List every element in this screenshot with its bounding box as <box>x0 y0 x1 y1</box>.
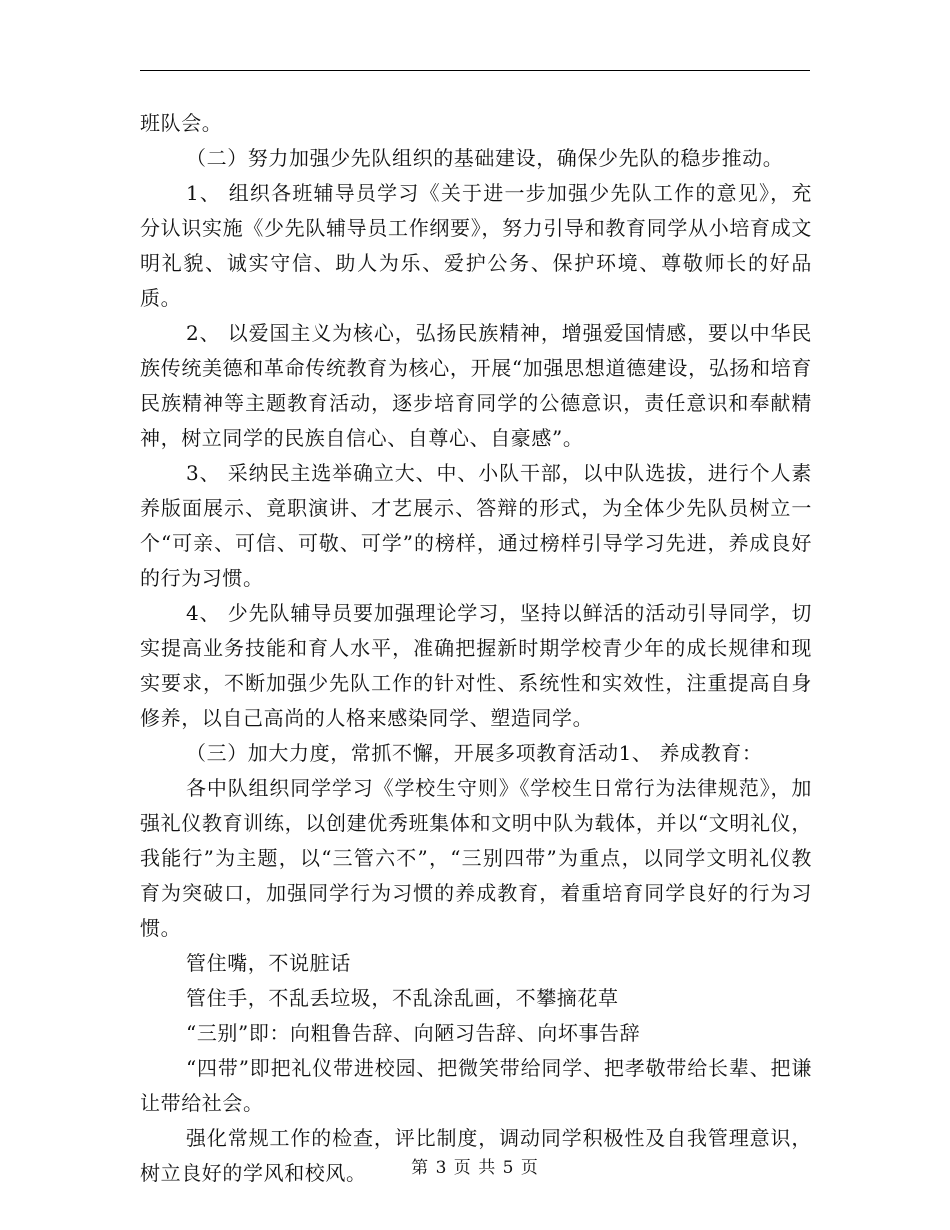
paragraph: 各中队组织同学学习《学校生守则》《学校生日常行为法律规范》，加强礼仪教育训练，以创建优秀班集体和文明中队为载体，并以“文明礼仪，我能行”为主题，以“三管六不”，“三别四带”为重点，以同学文明礼仪教育为突破口，加强同学行为习惯的养成教育，着重培育同学良好的行为习惯。 <box>140 776 812 940</box>
paragraph: 1、 组织各班辅导员学习《关于进一步加强少先队工作的意见》，充分认识实施《少先队辅导员工作纲要》，努力引导和教育同学从小培育成文明礼貌、诚实守信、助人为乐、爱护公务、保护环境、尊敬师长的好品质。 <box>140 181 812 310</box>
header-rule <box>140 70 810 71</box>
paragraph: “四带”即把礼仪带进校园、把微笑带给同学、把孝敬带给长辈、把谦让带给社会。 <box>140 1056 812 1115</box>
paragraph: 班队会。 <box>140 111 223 135</box>
paragraph: 4、 少先队辅导员要加强理论学习，坚持以鲜活的活动引导同学，切实提高业务技能和育人水平，准确把握新时期学校青少年的成长规律和现实要求，不断加强少先队工作的针对性、系统性和实效性，注重提高自身修养，以自己高尚的人格来感染同学、塑造同学。 <box>140 601 812 730</box>
paragraph: （二）努力加强少先队组织的基础建设，确保少先队的稳步推动。 <box>186 146 784 170</box>
paragraph: 强化常规工作的检查，评比制度，调动同学积极性及自我管理意识，树立良好的学风和校风。 <box>140 1126 812 1185</box>
paragraph: 管住手，不乱丢垃圾，不乱涂乱画，不攀摘花草 <box>186 986 619 1010</box>
paragraph: 管住嘴，不说脏话 <box>186 951 351 975</box>
page-number-footer: 第 3 页 共 5 页 <box>411 1158 539 1178</box>
document-body <box>140 106 812 1191</box>
paragraph: “三别”即：向粗鲁告辞、向陋习告辞、向坏事告辞 <box>186 1021 641 1045</box>
paragraph: （三）加大力度，常抓不懈，开展多项教育活动1、 养成教育： <box>186 741 763 765</box>
paragraph: 2、 以爱国主义为核心，弘扬民族精神，增强爱国情感，要以中华民族传统美德和革命传统教育为核心，开展“加强思想道德建设，弘扬和培育民族精神等主题教育活动，逐步培育同学的公德意识，责任意识和奉献精神，树立同学的民族自信心、自尊心、自豪感”。 <box>140 321 812 450</box>
paragraph: 3、 采纳民主选举确立大、中、小队干部，以中队选拔，进行个人素养版面展示、竟职演讲、才艺展示、答辩的形式，为全体少先队员树立一个“可亲、可信、可敬、可学”的榜样，通过榜样引导学习先进，养成良好的行为习惯。 <box>140 461 812 590</box>
